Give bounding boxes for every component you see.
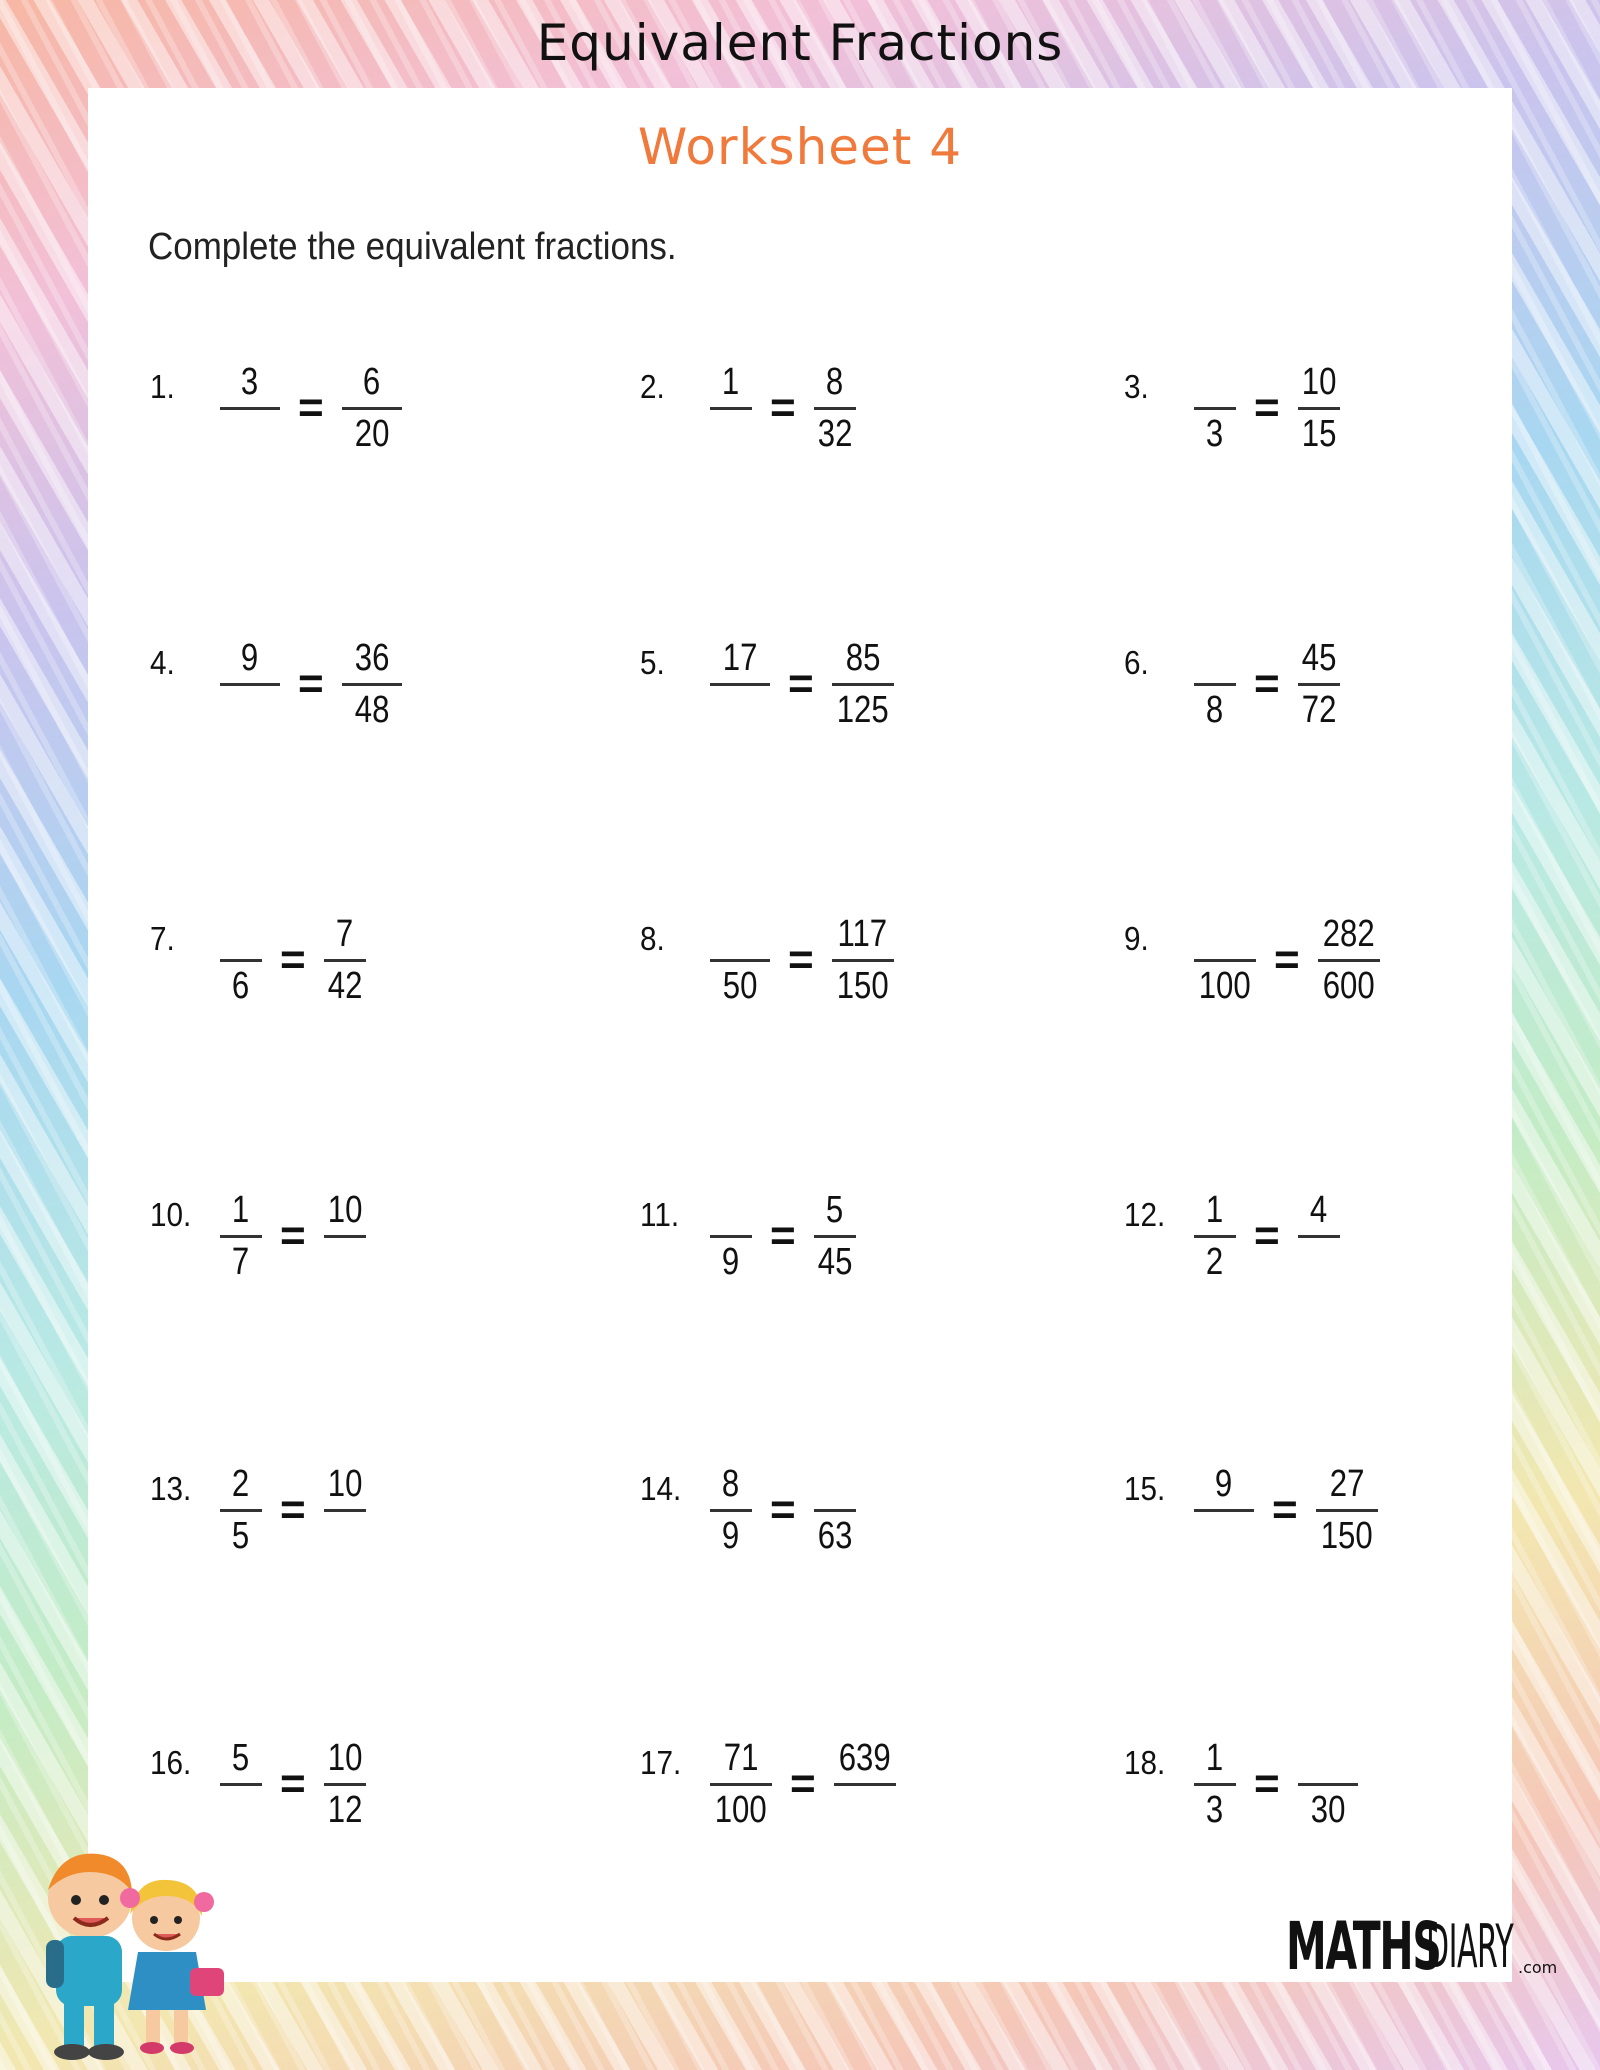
problem-12 [1124,1186,1340,1286]
numerator: 85 [845,637,881,679]
left-fraction [710,636,770,732]
left-fraction [1194,1462,1254,1558]
right-fraction [834,1736,896,1832]
denominator: 20 [354,413,390,455]
equals-sign: = [790,1759,816,1808]
problem-13 [150,1460,366,1560]
left-fraction [220,1736,262,1832]
equals-sign: = [280,1485,306,1534]
numerator: 1 [232,1189,250,1231]
right-fraction [324,1188,366,1284]
numerator: 45 [1301,637,1337,679]
right-fraction [324,1462,366,1558]
right-fraction [814,360,856,456]
denominator: 63 [817,1515,853,1557]
problem-number: 14. [640,1470,682,1507]
equals-sign: = [298,383,324,432]
numerator: 4 [1310,1189,1328,1231]
problem-3 [1124,358,1340,458]
problem-9 [1124,910,1380,1010]
problem-number: 11. [640,1196,680,1233]
numerator: 6 [363,361,381,403]
denominator: 48 [354,689,390,731]
worksheet-paper [88,88,1512,1985]
denominator: 125 [836,689,889,731]
left-fraction [710,360,752,456]
numerator: 1 [1206,1189,1224,1231]
problem-number: 12. [1124,1196,1166,1233]
equals-sign: = [1254,1211,1280,1260]
problem-16 [150,1734,366,1834]
numerator: 8 [826,361,844,403]
numerator: 5 [826,1189,844,1231]
equals-sign: = [298,659,324,708]
problem-number: 15. [1124,1470,1166,1507]
numerator: 10 [1301,361,1337,403]
right-fraction [1318,912,1380,1008]
denominator: 9 [722,1515,740,1557]
numerator: 117 [837,913,888,955]
right-fraction [814,1462,856,1558]
equals-sign: = [788,935,814,984]
left-fraction [1194,1188,1236,1284]
numerator: 1 [1206,1737,1224,1779]
denominator: 5 [232,1515,250,1557]
problem-number: 4. [150,644,175,681]
problem-number: 9. [1124,920,1149,957]
numerator: 3 [241,361,259,403]
problem-number: 6. [1124,644,1149,681]
numerator: 27 [1329,1463,1365,1505]
numerator: 9 [241,637,259,679]
problem-number: 2. [640,368,665,405]
problem-5 [640,634,894,734]
right-fraction [342,360,402,456]
left-fraction [220,1462,262,1558]
problem-number: 18. [1124,1744,1166,1781]
denominator: 150 [1320,1515,1373,1557]
denominator: 50 [722,965,758,1007]
numerator: 2 [232,1463,250,1505]
denominator: 30 [1310,1789,1346,1831]
denominator: 8 [1206,689,1224,731]
logo-main: MATHS [1286,1908,1441,1985]
worksheet-subtitle: Worksheet 4 [637,118,963,176]
right-fraction [324,912,366,1008]
problem-number: 17. [640,1744,682,1781]
left-fraction [710,1188,752,1284]
problem-11 [640,1186,856,1286]
numerator: 9 [1215,1463,1233,1505]
equals-sign: = [770,383,796,432]
left-fraction [710,1462,752,1558]
right-fraction [324,1736,366,1832]
denominator: 7 [232,1241,250,1283]
right-fraction [1298,1188,1340,1284]
denominator: 12 [327,1789,363,1831]
equals-sign: = [770,1485,796,1534]
denominator: 100 [1199,965,1251,1007]
right-fraction [342,636,402,732]
equals-sign: = [1274,935,1300,984]
numerator: 10 [327,1189,363,1231]
kids-illustration [20,1838,240,2068]
left-fraction [710,1736,772,1832]
numerator: 10 [327,1463,363,1505]
right-fraction [832,636,894,732]
left-fraction [1194,636,1236,732]
equals-sign: = [1254,383,1280,432]
problem-6 [1124,634,1340,734]
equals-sign: = [770,1211,796,1260]
numerator: 282 [1322,913,1375,955]
denominator: 42 [327,965,363,1007]
right-fraction [814,1188,856,1284]
problem-number: 7. [150,920,175,957]
problem-7 [150,910,366,1010]
problem-number: 16. [150,1744,192,1781]
problem-4 [150,634,402,734]
equals-sign: = [280,935,306,984]
instructions: Complete the equivalent fractions. [148,226,677,268]
denominator: 32 [817,413,853,455]
numerator: 639 [838,1737,891,1779]
problem-number: 3. [1124,368,1149,405]
equals-sign: = [1272,1485,1298,1534]
left-fraction [220,360,280,456]
left-fraction [220,1188,262,1284]
problem-14 [640,1460,856,1560]
equals-sign: = [1254,1759,1280,1808]
left-fraction [1194,360,1236,456]
equals-sign: = [1254,659,1280,708]
problem-number: 1. [150,368,175,405]
problem-17 [640,1734,896,1834]
worksheet-title: Equivalent Fractions [536,14,1064,72]
denominator: 100 [715,1789,767,1831]
denominator: 2 [1206,1241,1224,1283]
logo-accent: DIARY [1426,1912,1514,1982]
numerator: 10 [327,1737,363,1779]
problem-15 [1124,1460,1378,1560]
problem-number: 10. [150,1196,192,1233]
denominator: 45 [817,1241,853,1283]
problem-10 [150,1186,366,1286]
left-fraction [1194,912,1256,1008]
left-fraction [710,912,770,1008]
problem-18 [1124,1734,1358,1834]
problem-2 [640,358,856,458]
equals-sign: = [280,1211,306,1260]
denominator: 15 [1301,413,1337,455]
left-fraction [220,912,262,1008]
numerator: 17 [722,637,758,679]
denominator: 150 [836,965,889,1007]
right-fraction [1316,1462,1378,1558]
denominator: 3 [1206,413,1224,455]
right-fraction [1298,360,1340,456]
problem-number: 13. [150,1470,192,1507]
right-fraction [832,912,894,1008]
denominator: 3 [1206,1789,1224,1831]
left-fraction [220,636,280,732]
denominator: 72 [1301,689,1337,731]
right-fraction [1298,1736,1358,1832]
numerator: 36 [354,637,390,679]
right-fraction [1298,636,1340,732]
equals-sign: = [788,659,814,708]
logo-suffix: .com [1518,1958,1558,1977]
denominator: 9 [722,1241,740,1283]
equals-sign: = [280,1759,306,1808]
denominator: 6 [232,965,250,1007]
left-fraction [1194,1736,1236,1832]
numerator: 8 [722,1463,740,1505]
problem-1 [150,358,402,458]
numerator: 1 [722,361,740,403]
problem-number: 8. [640,920,665,957]
denominator: 600 [1322,965,1375,1007]
mathsdiary-logo [1286,1908,1558,1985]
numerator: 5 [232,1737,250,1779]
problem-number: 5. [640,644,665,681]
problem-8 [640,910,894,1010]
numerator: 71 [723,1737,759,1779]
numerator: 7 [336,913,354,955]
